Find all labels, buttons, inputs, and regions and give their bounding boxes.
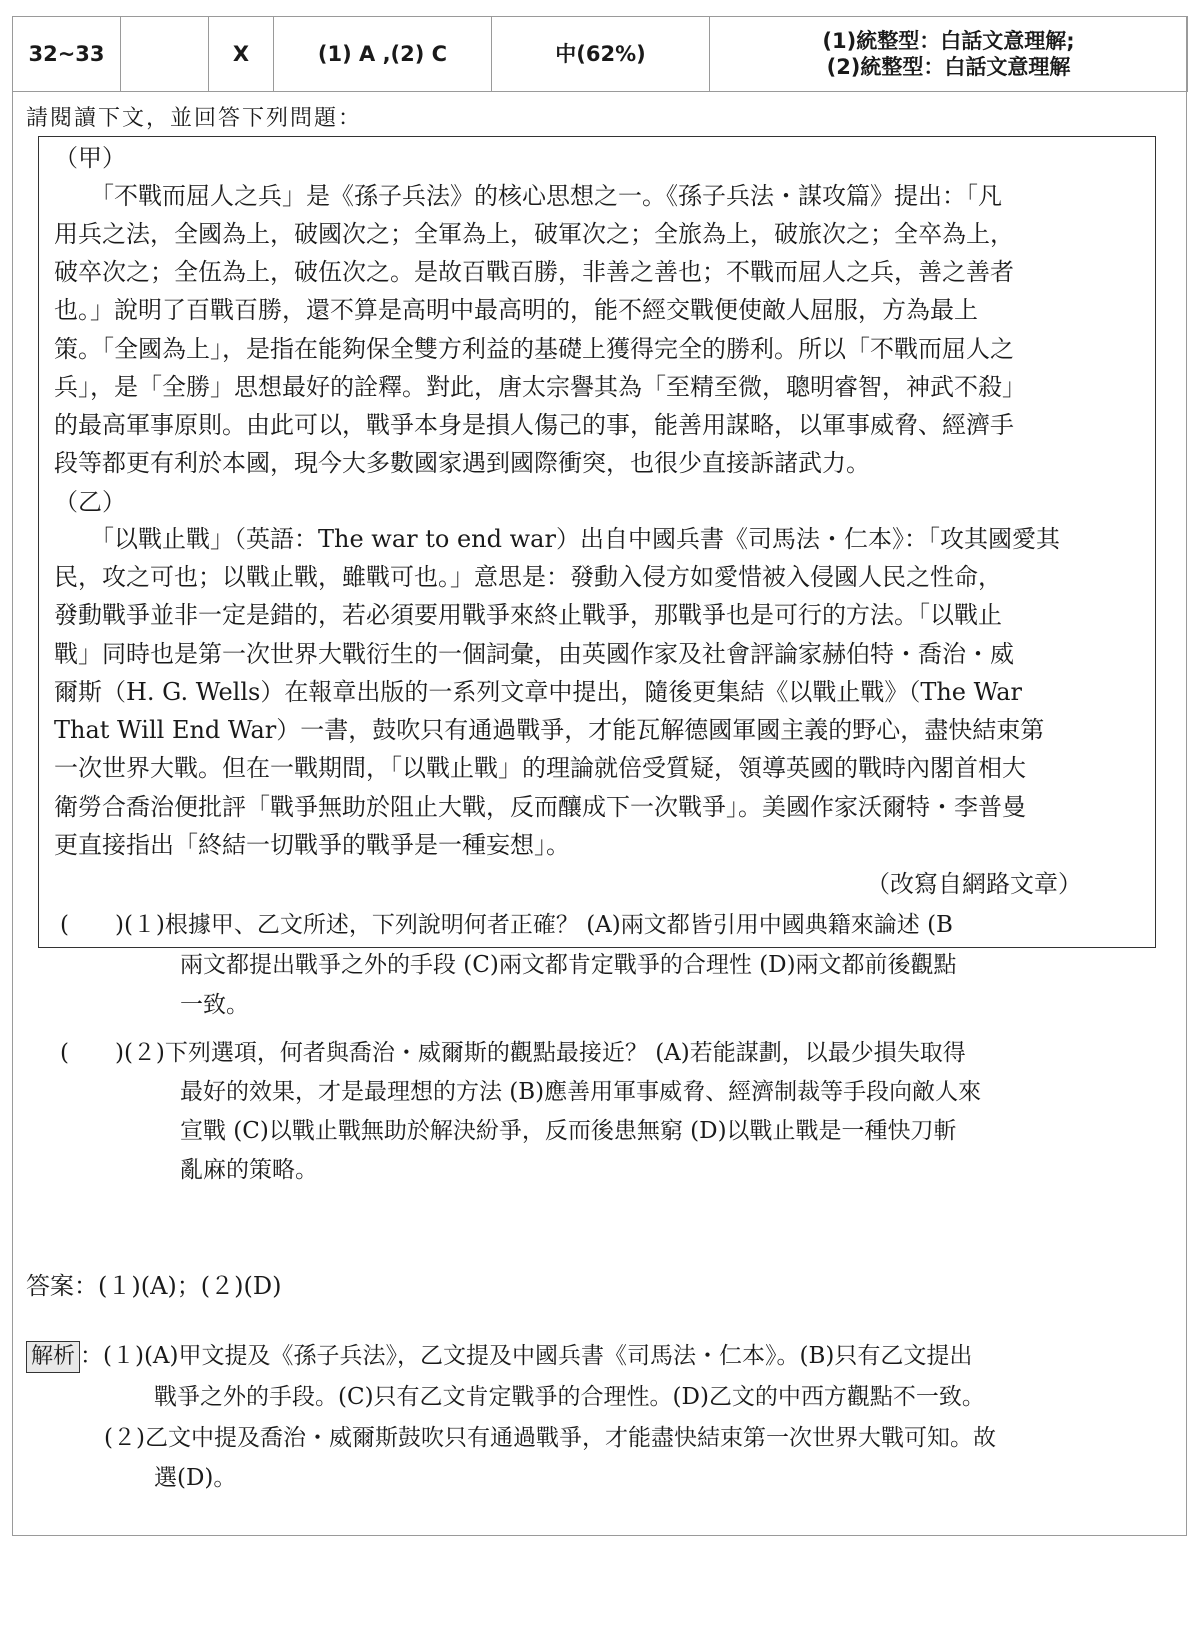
mark-cell: X <box>209 17 274 92</box>
passage-line: 段等都更有利於本國，現今大多數國家遇到國際衝突，也很少直接訴諸武力。 <box>54 449 870 477</box>
question-1-line: 兩文都提出戰爭之外的手段 (C)兩文都肯定戰爭的合理性 (D)兩文都前後觀點 <box>180 952 957 978</box>
passage-line: 兵」，是「全勝」思想最好的詮釋。對此，唐太宗譽其為「至精至微，聰明睿智，神武不殺」 <box>54 373 1026 401</box>
passage-line: 衛勞合喬治便批評「戰爭無助於阻止大戰，反而釀成下一次戰爭」。美國作家沃爾特・李普曼 <box>54 793 1026 821</box>
passage-line: 「以戰止戰」（英語：The war to end war）出自中國兵書《司馬法・仁本》：「攻其國愛其 <box>54 525 1060 553</box>
question-1-line: 一致。 <box>180 992 249 1018</box>
passage-line: 民，攻之可也；以戰止戰，雖戰可也。」意思是：發動入侵方如愛惜被入侵國人民之性命， <box>54 563 1002 591</box>
passage-line: 戰」同時也是第一次世界大戰衍生的一個詞彙，由英國作家及社會評論家赫伯特・喬治・威 <box>54 640 1014 668</box>
question-2-line: 最好的效果，才是最理想的方法 (B)應善用軍事威脅、經濟制裁等手段向敵人來 <box>180 1079 982 1105</box>
passage-yi-label: （乙） <box>54 488 126 516</box>
passage-line: 更直接指出「終結一切戰爭的戰爭是一種妄想」。 <box>54 831 570 859</box>
answer-line: 答案：(１)(A)；(２)(D) <box>26 1272 282 1300</box>
question-type-line-2: (2)統整型：白話文意理解 <box>826 55 1071 79</box>
question-type-cell <box>710 17 1188 92</box>
passage-line: 一次世界大戰。但在一戰期間，「以戰止戰」的理論就倍受質疑，領導英國的戰時內閣首相大 <box>54 754 1026 782</box>
passage-jia-label: （甲） <box>54 144 126 172</box>
passage-line: 用兵之法，全國為上，破國次之；全軍為上，破軍次之；全旅為上，破旅次之；全卒為上， <box>54 220 1014 248</box>
question-meta-table <box>12 16 1188 92</box>
analysis-line: (２)乙文中提及喬治・威爾斯鼓吹只有通過戰爭，才能盡快結束第一次世界大戰可知。故 <box>104 1425 996 1451</box>
question-1-line: ( )(１)根據甲、乙文所述，下列說明何者正確？ (A)兩文都皆引用中國典籍來論述 (B <box>60 912 953 938</box>
question-2-line: ( )(２)下列選項，何者與喬治・威爾斯的觀點最接近？ (A)若能謀劃，以最少損失取得 <box>60 1040 966 1066</box>
blank-cell <box>121 17 209 92</box>
passage-source: （改寫自網路文章） <box>866 870 1082 898</box>
instruction-text: 請閱讀下文，並回答下列問題： <box>26 106 363 131</box>
passage-line: 發動戰爭並非一定是錯的，若必須要用戰爭來終止戰爭，那戰爭也是可行的方法。「以戰止 <box>54 601 1002 629</box>
question-type-line-1: (1)統整型：白話文意理解; <box>822 29 1075 53</box>
question-2-line: 宣戰 (C)以戰止戰無助於解決紛爭，反而後患無窮 (D)以戰止戰是一種快刀斬 <box>180 1118 957 1144</box>
passage-line: 爾斯（H. G. Wells）在報章出版的一系列文章中提出，隨後更集結《以戰止戰》（The War <box>54 678 1023 706</box>
answer-key-cell: (1) A ,(2) C <box>274 17 492 92</box>
analysis-text: ：(１)(A)甲文提及《孫子兵法》，乙文提及中國兵書《司馬法・仁本》。(B)只有乙文提出 <box>80 1343 973 1369</box>
analysis-tag: 解析 <box>26 1341 80 1373</box>
analysis-line <box>26 1336 972 1376</box>
passage-line: 「不戰而屈人之兵」是《孫子兵法》的核心思想之一。《孫子兵法・謀攻篇》提出：「凡 <box>54 182 1002 210</box>
analysis-line: 戰爭之外的手段。(C)只有乙文肯定戰爭的合理性。(D)乙文的中西方觀點不一致。 <box>154 1384 985 1410</box>
passage-line: 策。「全國為上」，是指在能夠保全雙方利益的基礎上獲得完全的勝利。所以「不戰而屈人之 <box>54 335 1014 363</box>
passage-line: 破卒次之；全伍為上，破伍次之。是故百戰百勝，非善之善也；不戰而屈人之兵，善之善者 <box>54 258 1014 286</box>
passage-line: 的最高軍事原則。由此可以，戰爭本身是損人傷己的事，能善用謀略，以軍事威脅、經濟手 <box>54 411 1014 439</box>
question-number: 32~33 <box>13 17 121 92</box>
analysis-line: 選(D)。 <box>154 1465 237 1491</box>
passage-line: 也。」說明了百戰百勝，還不算是高明中最高明的，能不經交戰便使敵人屈服，方為最上 <box>54 296 978 324</box>
question-2-line: 亂麻的策略。 <box>180 1157 318 1183</box>
difficulty-cell: 中(62%) <box>492 17 710 92</box>
passage-line: That Will End War）一書，鼓吹只有通過戰爭，才能瓦解德國軍國主義的野心，盡快結束第 <box>54 716 1045 744</box>
